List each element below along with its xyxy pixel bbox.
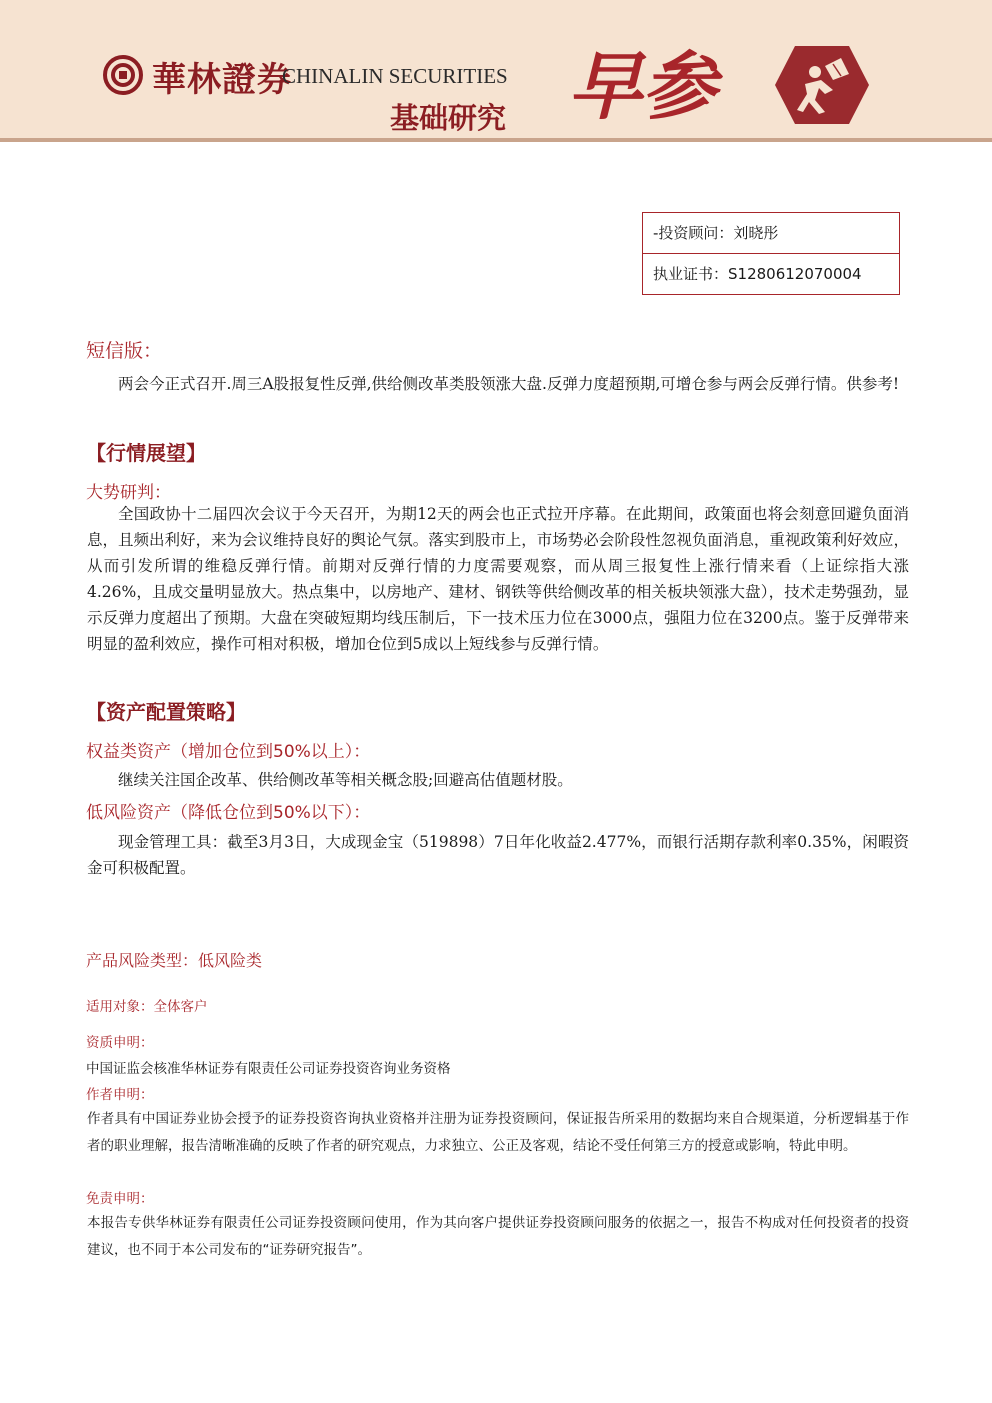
- low-risk-assets-text: 现金管理工具：截至3月3日，大成现金宝（519898）7日年化收益2.477%，而银行活期存款利率0.35%，闲暇资金可积极配置。: [87, 833, 909, 877]
- target-audience: 适用对象：全体客户: [86, 999, 208, 1015]
- equity-assets-heading: 权益类资产（增加仓位到50%以上）：: [86, 742, 371, 762]
- advisor-info-box: [642, 212, 900, 295]
- low-risk-assets-heading: 低风险资产（降低仓位到50%以下）：: [86, 803, 371, 823]
- qualification-title: 资质申明：: [86, 1035, 154, 1051]
- author-statement-text: 作者具有中国证券业协会授予的证券投资咨询执业资格并注册为证券投资顾问，保证报告所采用的数据均来自合规渠道，分析逻辑基于作者的职业理解，报告清晰准确的反映了作者的研究观点，力求独立、公正及客观，结论不受任何第三方的授意或影响，特此申明。: [87, 1111, 909, 1154]
- qualification-text: 中国证监会核准华林证券有限责任公司证券投资咨询业务资格: [86, 1061, 451, 1077]
- market-outlook-heading: 【行情展望】: [86, 441, 206, 465]
- advisor-license: 执业证书：S1280612070004: [643, 253, 899, 294]
- disclaimer-text: 本报告专供华林证券有限责任公司证券投资顾问使用，作为其向客户提供证券投资顾问服务的依据之一，报告不构成对任何投资者的投资建议，也不同于本公司发布的“证券研究报告”。: [87, 1215, 909, 1258]
- chinalin-logo-icon: [103, 55, 143, 95]
- equity-assets-text: 继续关注国企改革、供给侧改革等相关概念股;回避高估值题材股。: [118, 771, 573, 789]
- asset-allocation-heading: 【资产配置策略】: [86, 700, 246, 724]
- reading-person-emblem-icon: [775, 44, 869, 126]
- report-title: 早参: [568, 44, 716, 130]
- brand-name-en: CHINALIN SECURITIES: [282, 64, 508, 88]
- sms-heading: 短信版：: [86, 340, 163, 362]
- advisor-name: -投资顾问：刘晓彤: [653, 224, 779, 242]
- sms-text: 两会今正式召开.周三A股报复性反弹,供给侧改革类股领涨大盘.反弹力度超预期,可增仓参与两会反弹行情。供参考!: [118, 375, 900, 393]
- product-risk-type: 产品风险类型：低风险类: [86, 951, 263, 970]
- header-rule: [0, 138, 992, 142]
- brand-name-cn: 華林證券: [152, 60, 292, 100]
- market-trend-subheading: 大势研判：: [86, 483, 171, 503]
- author-statement-title: 作者申明：: [86, 1087, 154, 1103]
- department-label: 基础研究: [390, 101, 507, 135]
- disclaimer-title: 免责申明：: [86, 1191, 154, 1207]
- market-trend-text: 全国政协十二届四次会议于今天召开，为期12天的两会也正式拉开序幕。在此期间，政策面也将会刻意回避负面消息，且频出利好，来为会议维持良好的舆论气氛。落实到股市上，市场势必会阶段性忽视负面消息，重视政策利好效应，从而引发所谓的维稳反弹行情。前期对反弹行情的力度需要观察，而从周三报复性上涨行情来看（上证综指大涨4.26%，且成交量明显放大。热点集中，以房地产、建材、钢铁等供给侧改革的相关板块领涨大盘），技术走势强劲，显示反弹力度超出了预期。大盘在突破短期均线压制后，下一技术压力位在3000点，强阻力位在3200点。鉴于反弹带来明显的盈利效应，操作可相对积极，增加仓位到5成以上短线参与反弹行情。: [87, 505, 909, 653]
